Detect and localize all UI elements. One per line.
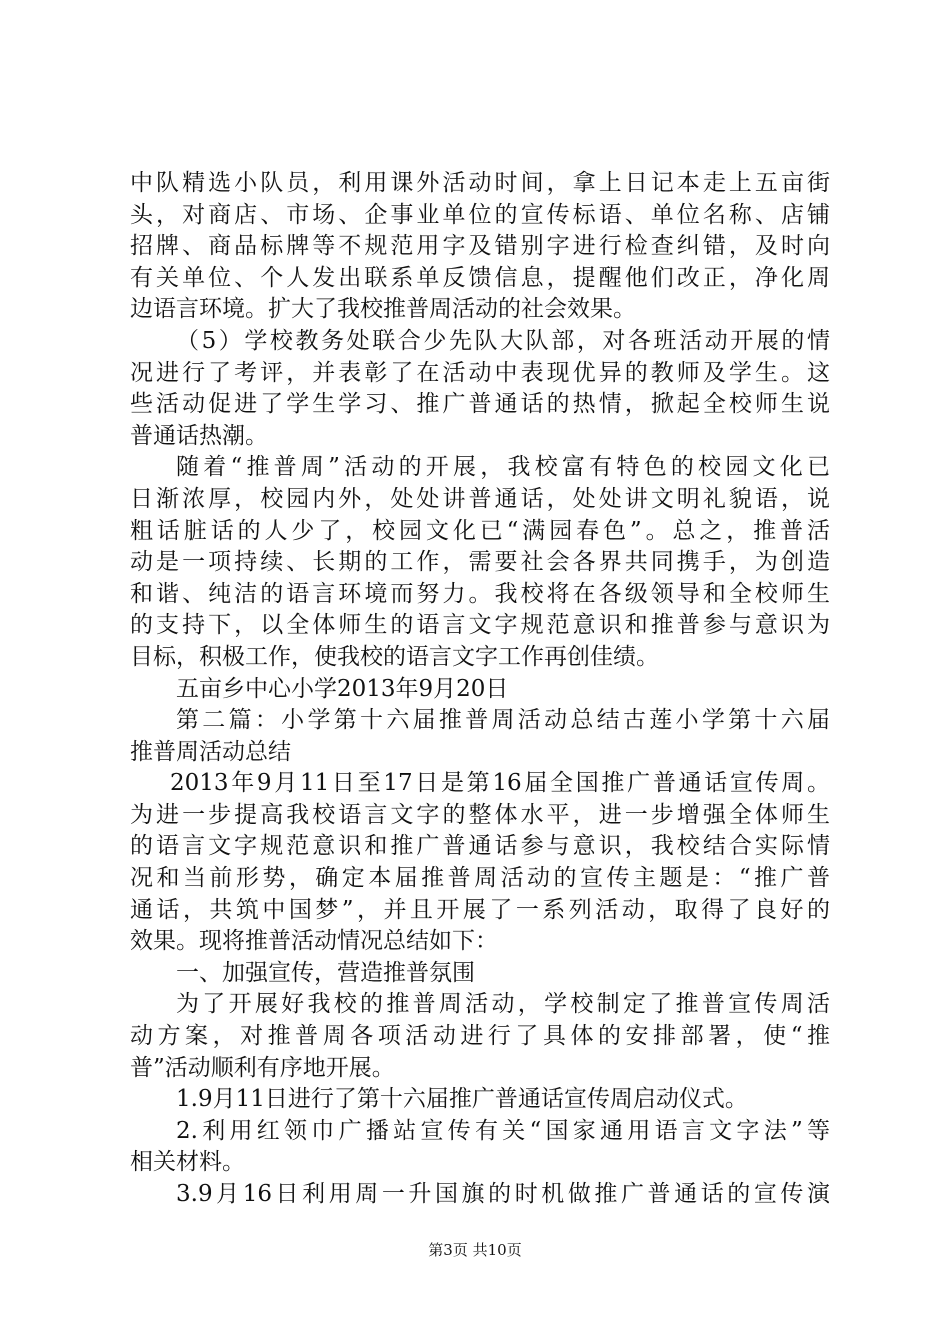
text-line: 况进行了考评，并表彰了在活动中表现优异的教师及学生。这 <box>130 359 830 386</box>
text-line: 粗话脏话的人少了，校园文化已“满园春色”。总之，推普活 <box>130 517 830 544</box>
section-heading-line: 推普周活动总结 <box>130 738 291 765</box>
text-line: 有关单位、个人发出联系单反馈信息，提醒他们改正，净化周 <box>130 264 830 291</box>
document-body <box>130 168 830 1211</box>
text-line: 和谐、纯洁的语言环境而努力。我校将在各级领导和全校师生 <box>130 580 830 607</box>
text-line: 普”活动顺利有序地开展。 <box>130 1054 395 1081</box>
text-line: 招牌、商品标牌等不规范用字及错别字进行检查纠错，及时向 <box>130 233 830 260</box>
text-line: 动是一项持续、长期的工作，需要社会各界共同携手，为创造 <box>130 549 830 576</box>
text-line: 些活动促进了学生学习、推广普通话的热情，掀起全校师生说 <box>130 391 830 418</box>
list-item: 1.9月11日进行了第十六届推广普通话宣传周启动仪式。 <box>176 1086 748 1113</box>
text-line: 日渐浓厚，校园内外，处处讲普通话，处处讲文明礼貌语，说 <box>130 485 830 512</box>
page-number-footer: 第3页 共10页 <box>428 1241 522 1259</box>
text-line: 的支持下，以全体师生的语言文字规范意识和推普参与意识为 <box>130 612 830 639</box>
subheading-line: 一、加强宣传，营造推普氛围 <box>176 959 475 986</box>
text-line: 的语言文字规范意识和推广普通话参与意识，我校结合实际情 <box>130 833 830 860</box>
text-line: （5）学校教务处联合少先队大队部，对各班活动开展的情 <box>176 327 830 354</box>
text-line: 随着“推普周”活动的开展，我校富有特色的校园文化已 <box>176 454 830 481</box>
text-line: 为进一步提高我校语言文字的整体水平，进一步增强全体师生 <box>130 801 830 828</box>
text-line: 目标，积极工作，使我校的语言文字工作再创佳绩。 <box>130 643 659 670</box>
list-item: 2.利用红领巾广播站宣传有关“国家通用语言文字法”等 <box>176 1117 830 1144</box>
signature-line: 五亩乡中心小学2013年9月20日 <box>176 675 509 702</box>
text-line: 效果。现将推普活动情况总结如下： <box>130 928 498 955</box>
text-line: 动方案，对推普周各项活动进行了具体的安排部署，使“推 <box>130 1023 830 1050</box>
text-line: 中队精选小队员，利用课外活动时间，拿上日记本走上五亩街 <box>130 170 830 196</box>
list-item: 3.9月16日利用周一升国旗的时机做推广普通话的宣传演 <box>176 1181 830 1207</box>
text-line: 为了开展好我校的推普周活动，学校制定了推普宣传周活 <box>176 991 830 1018</box>
text-line: 头，对商店、市场、企事业单位的宣传标语、单位名称、店铺 <box>130 201 830 228</box>
text-line: 通话，共筑中国梦”，并且开展了一系列活动，取得了良好的 <box>130 896 830 923</box>
text-line: 况和当前形势，确定本届推普周活动的宣传主题是：“推广普 <box>130 865 830 892</box>
section-heading-line: 第二篇：小学第十六届推普周活动总结古莲小学第十六届 <box>176 707 830 734</box>
text-line: 2013年9月11日至17日是第16届全国推广普通话宣传周。 <box>170 770 830 797</box>
text-line: 普通话热潮。 <box>130 422 268 449</box>
text-line: 边语言环境。扩大了我校推普周活动的社会效果。 <box>130 296 636 323</box>
list-item: 相关材料。 <box>130 1149 245 1176</box>
